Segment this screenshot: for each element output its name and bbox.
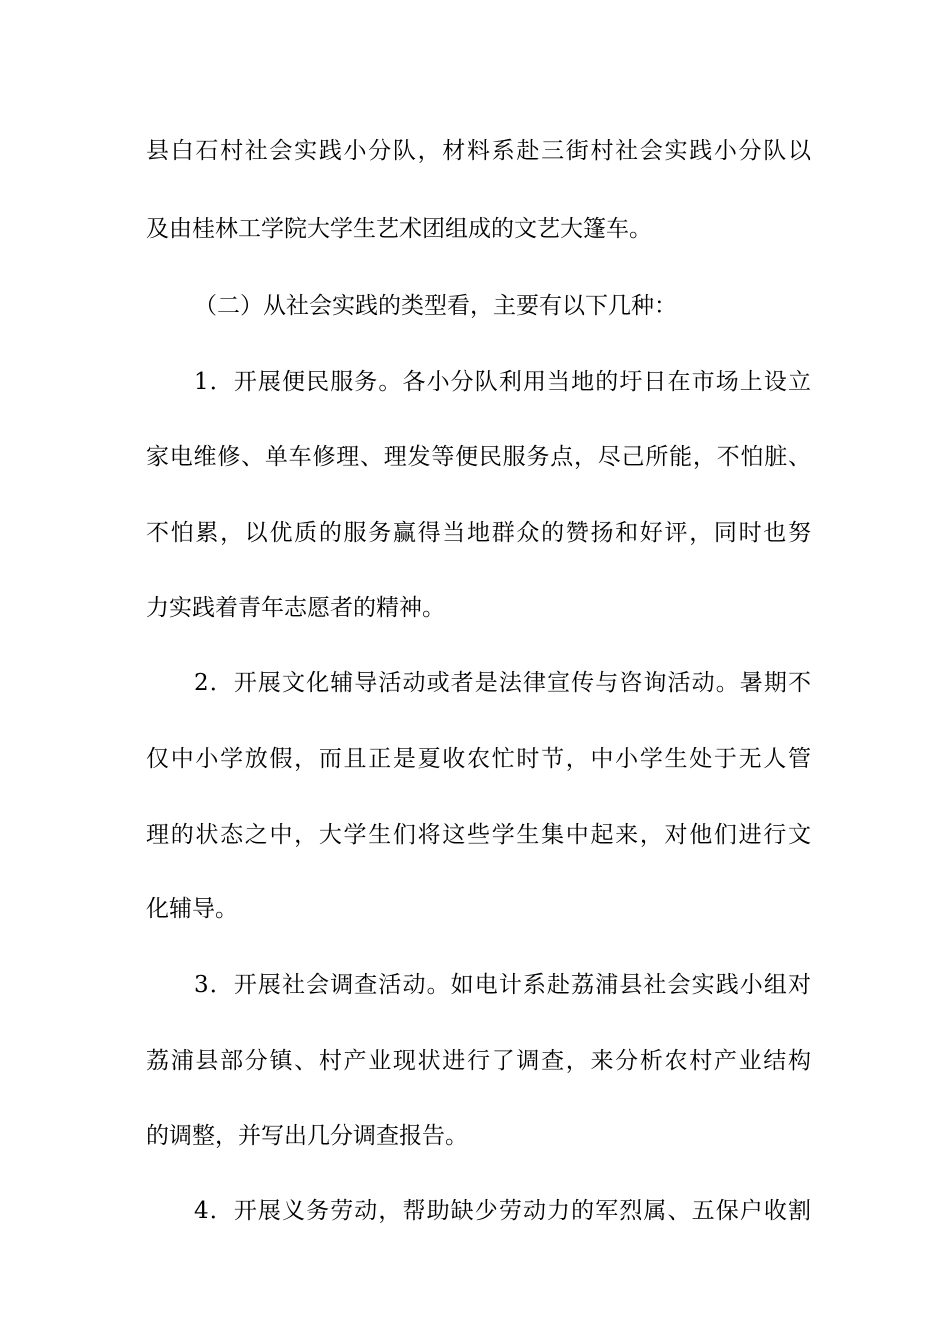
text-line: 及由桂林工学院大学生艺术团组成的文艺大篷车。 (146, 216, 652, 242)
text-line: 理的状态之中，大学生们将这些学生集中起来，对他们进行文 (146, 822, 811, 848)
text-line: 的调整，并写出几分调查报告。 (146, 1123, 468, 1149)
section-heading: （二）从社会实践的类型看，主要有以下几种： (194, 293, 677, 319)
text-line: 荔浦县部分镇、村产业现状进行了调查，来分析农村产业结构 (146, 1048, 811, 1074)
text-line: 2．开展文化辅导活动或者是法律宣传与咨询活动。暑期不 (194, 670, 811, 696)
text-line: 化辅导。 (146, 896, 238, 922)
text-line: 4．开展义务劳动，帮助缺少劳动力的军烈属、五保户收割 (194, 1198, 811, 1224)
text-line: 县白石村社会实践小分队，材料系赴三街村社会实践小分队以 (146, 138, 811, 164)
text-line: 力实践着青年志愿者的精神。 (146, 595, 445, 621)
text-line: 家电维修、单车修理、理发等便民服务点，尽己所能，不怕脏、 (146, 444, 811, 470)
text-line: 仅中小学放假，而且正是夏收农忙时节，中小学生处于无人管 (146, 746, 811, 772)
text-line: 1．开展便民服务。各小分队利用当地的圩日在市场上设立 (194, 369, 811, 395)
text-line: 3．开展社会调查活动。如电计系赴荔浦县社会实践小组对 (194, 972, 811, 998)
text-line: 不怕累，以优质的服务赢得当地群众的赞扬和好评，同时也努 (146, 520, 811, 546)
